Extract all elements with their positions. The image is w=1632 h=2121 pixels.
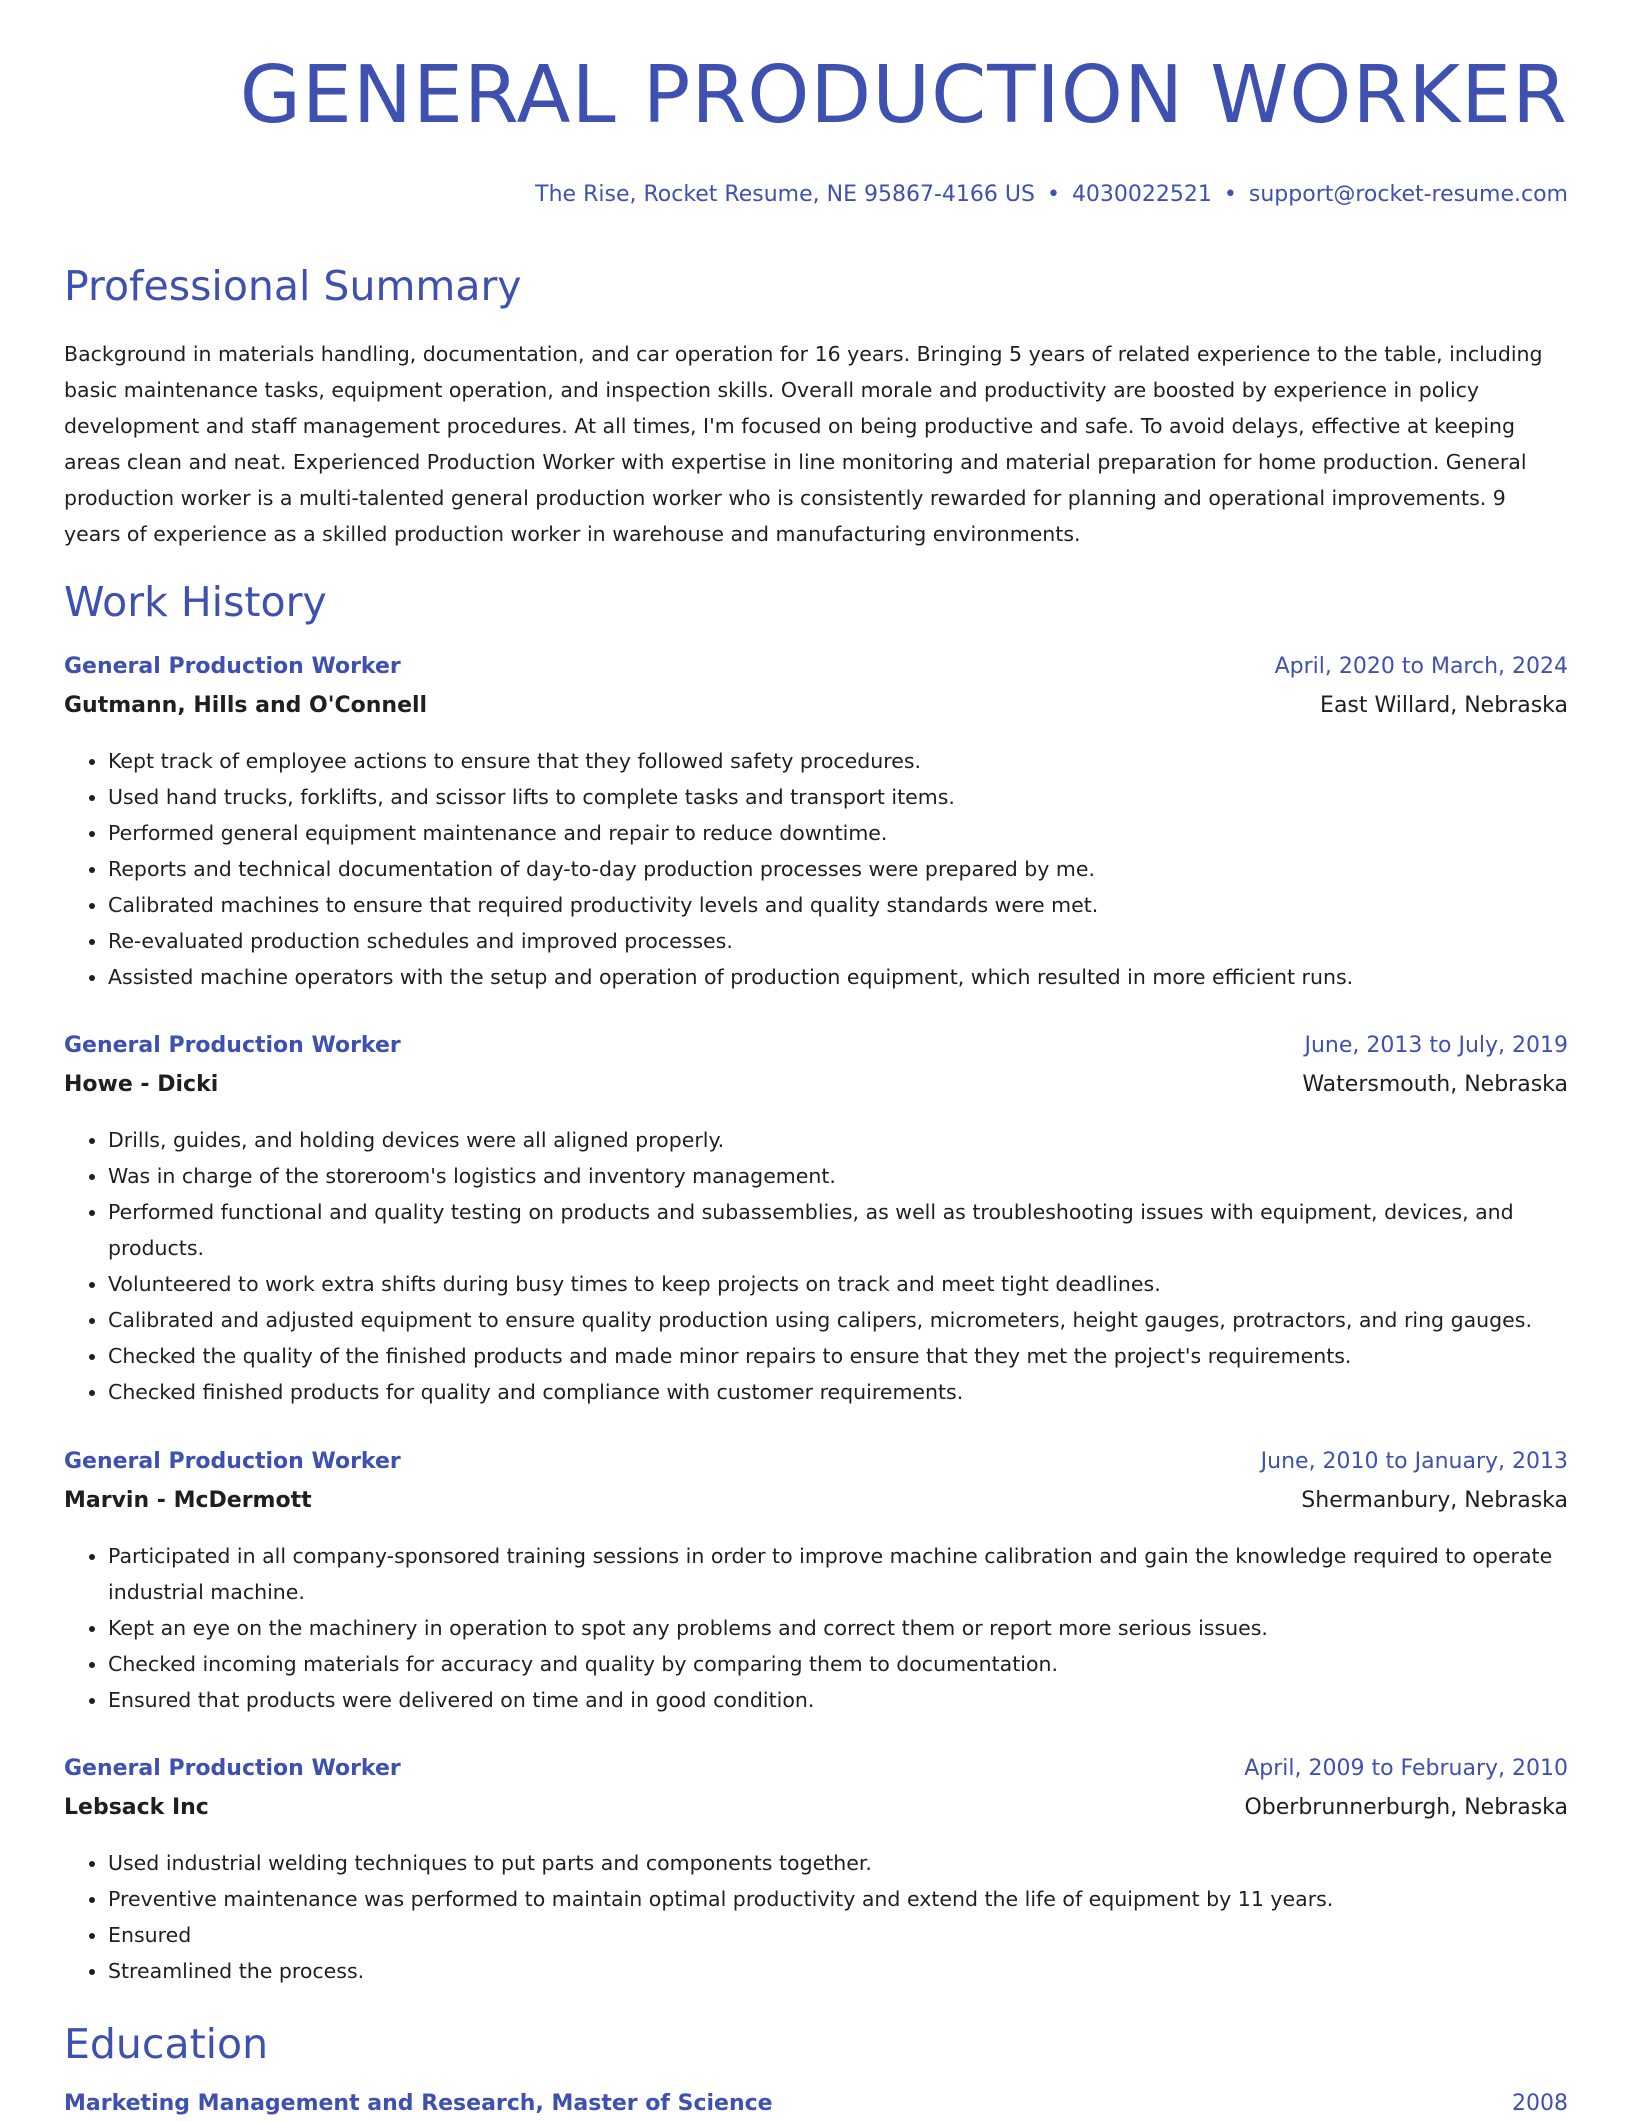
- job-bullet: • Used industrial welding techniques to put parts and components together.: [108, 1845, 1568, 1881]
- job-location: Watersmouth, Nebraska: [1302, 1072, 1568, 1097]
- job-company-row: [64, 1795, 1568, 1845]
- job-title: General Production Worker: [64, 654, 401, 679]
- resume-page: [64, 0, 1568, 2116]
- contact-address: The Rise, Rocket Resume, NE 95867-4166 US: [535, 182, 1035, 207]
- job-company-row: [64, 1072, 1568, 1122]
- job-dates: April, 2009 to February, 2010: [1244, 1756, 1568, 1781]
- job-bullet: • Checked the quality of the finished products and made minor repairs to ensure that they met the project's requirements.: [108, 1338, 1568, 1374]
- job-bullet: • Checked finished products for quality and compliance with customer requirements.: [108, 1374, 1568, 1410]
- job-bullet: • Re-evaluated production schedules and improved processes.: [108, 923, 1568, 959]
- education-year: 2008: [1512, 2091, 1568, 2116]
- contact-phone: 4030022521: [1071, 182, 1212, 207]
- job-bullet: • Drills, guides, and holding devices were all aligned properly.: [108, 1122, 1568, 1158]
- job-bullet: • Checked incoming materials for accuracy and quality by comparing them to documentation.: [108, 1646, 1568, 1682]
- job-location: East Willard, Nebraska: [1320, 693, 1568, 718]
- job-bullets: [64, 743, 1568, 995]
- job-title: General Production Worker: [64, 1449, 401, 1474]
- job-bullet: • Calibrated and adjusted equipment to ensure quality production using calipers, micrometers, height gauges, protractors, and ring gauges.: [108, 1302, 1568, 1338]
- job-title: General Production Worker: [64, 1756, 401, 1781]
- job-bullet: • Performed general equipment maintenance and repair to reduce downtime.: [108, 815, 1568, 851]
- job-bullet: • Performed functional and quality testing on products and subassemblies, as well as troubleshooting issues with equipment, devices, and products.: [108, 1194, 1568, 1266]
- resume-name: GENERAL PRODUCTION WORKER: [239, 49, 1568, 141]
- job-bullets: [64, 1122, 1568, 1410]
- job-bullet: • Used hand trucks, forklifts, and scissor lifts to complete tasks and transport items.: [108, 779, 1568, 815]
- work-history-heading: Work History: [64, 578, 327, 626]
- job-header: [64, 1756, 1568, 1795]
- job-header: [64, 654, 1568, 693]
- job-bullet: • Assisted machine operators with the setup and operation of production equipment, which resulted in more efficient runs.: [108, 959, 1568, 995]
- job-location: Shermanbury, Nebraska: [1301, 1488, 1568, 1513]
- job-bullet: • Ensured that products were delivered on time and in good condition.: [108, 1682, 1568, 1718]
- education-entry: [64, 2091, 1568, 2121]
- summary-text: Background in materials handling, documentation, and car operation for 16 years. Bringing 5 years of related experience to the table, including basic maintenance tasks, equipment operation, and inspection skills. Overall morale and productivity are boosted by experience in policy development and staff management procedures. At all times, I'm focused on being productive and safe. To avoid delays, effective at keeping areas clean and neat. Experienced Production Worker with expertise in line monitoring and material preparation for home production. General production worker is a multi-talented general production worker who is consistently rewarded for planning and operational improvements. 9 years of experience as a skilled production worker in warehouse and manufacturing environments.: [64, 342, 1543, 546]
- job-location: Oberbrunnerburgh, Nebraska: [1244, 1795, 1568, 1820]
- job-bullet: • Calibrated machines to ensure that required productivity levels and quality standards were met.: [108, 887, 1568, 923]
- education-degree: Marketing Management and Research, Master of Science: [64, 2091, 773, 2116]
- job-bullet: • Was in charge of the storeroom's logistics and inventory management.: [108, 1158, 1568, 1194]
- job-dates: June, 2010 to January, 2013: [1260, 1449, 1568, 1474]
- job-header: [64, 1449, 1568, 1488]
- job-bullet: • Participated in all company-sponsored training sessions in order to improve machine calibration and gain the knowledge required to operate industrial machine.: [108, 1538, 1568, 1610]
- job-company-row: [64, 1488, 1568, 1538]
- job-bullet: • Kept an eye on the machinery in operation to spot any problems and correct them or report more serious issues.: [108, 1610, 1568, 1646]
- job-entry: [64, 1756, 1568, 1989]
- contact-separator: •: [1046, 182, 1060, 207]
- job-bullet: • Reports and technical documentation of day-to-day production processes were prepared by me.: [108, 851, 1568, 887]
- job-company-row: [64, 693, 1568, 743]
- job-bullet: • Volunteered to work extra shifts during busy times to keep projects on track and meet tight deadlines.: [108, 1266, 1568, 1302]
- summary-heading: Professional Summary: [64, 262, 522, 310]
- job-company: Howe - Dicki: [64, 1072, 219, 1097]
- job-dates: April, 2020 to March, 2024: [1274, 654, 1568, 679]
- job-bullet: • Ensured: [108, 1917, 1568, 1953]
- job-header: [64, 1033, 1568, 1072]
- job-dates: June, 2013 to July, 2019: [1304, 1033, 1568, 1058]
- education-heading: Education: [64, 2020, 269, 2068]
- job-title: General Production Worker: [64, 1033, 401, 1058]
- contact-separator: •: [1223, 182, 1237, 207]
- contact-line: [535, 182, 1568, 207]
- job-company: Gutmann, Hills and O'Connell: [64, 693, 428, 718]
- job-bullets: [64, 1538, 1568, 1718]
- job-company: Lebsack Inc: [64, 1795, 209, 1820]
- job-bullet: • Kept track of employee actions to ensure that they followed safety procedures.: [108, 743, 1568, 779]
- job-bullet: • Streamlined the process.: [108, 1953, 1568, 1989]
- job-bullets: [64, 1845, 1568, 1989]
- job-company: Marvin - McDermott: [64, 1488, 312, 1513]
- job-entry: [64, 654, 1568, 995]
- job-entry: [64, 1449, 1568, 1718]
- job-entry: [64, 1033, 1568, 1410]
- contact-email: support@rocket-resume.com: [1248, 182, 1568, 207]
- job-bullet: • Preventive maintenance was performed to maintain optimal productivity and extend the life of equipment by 11 years.: [108, 1881, 1568, 1917]
